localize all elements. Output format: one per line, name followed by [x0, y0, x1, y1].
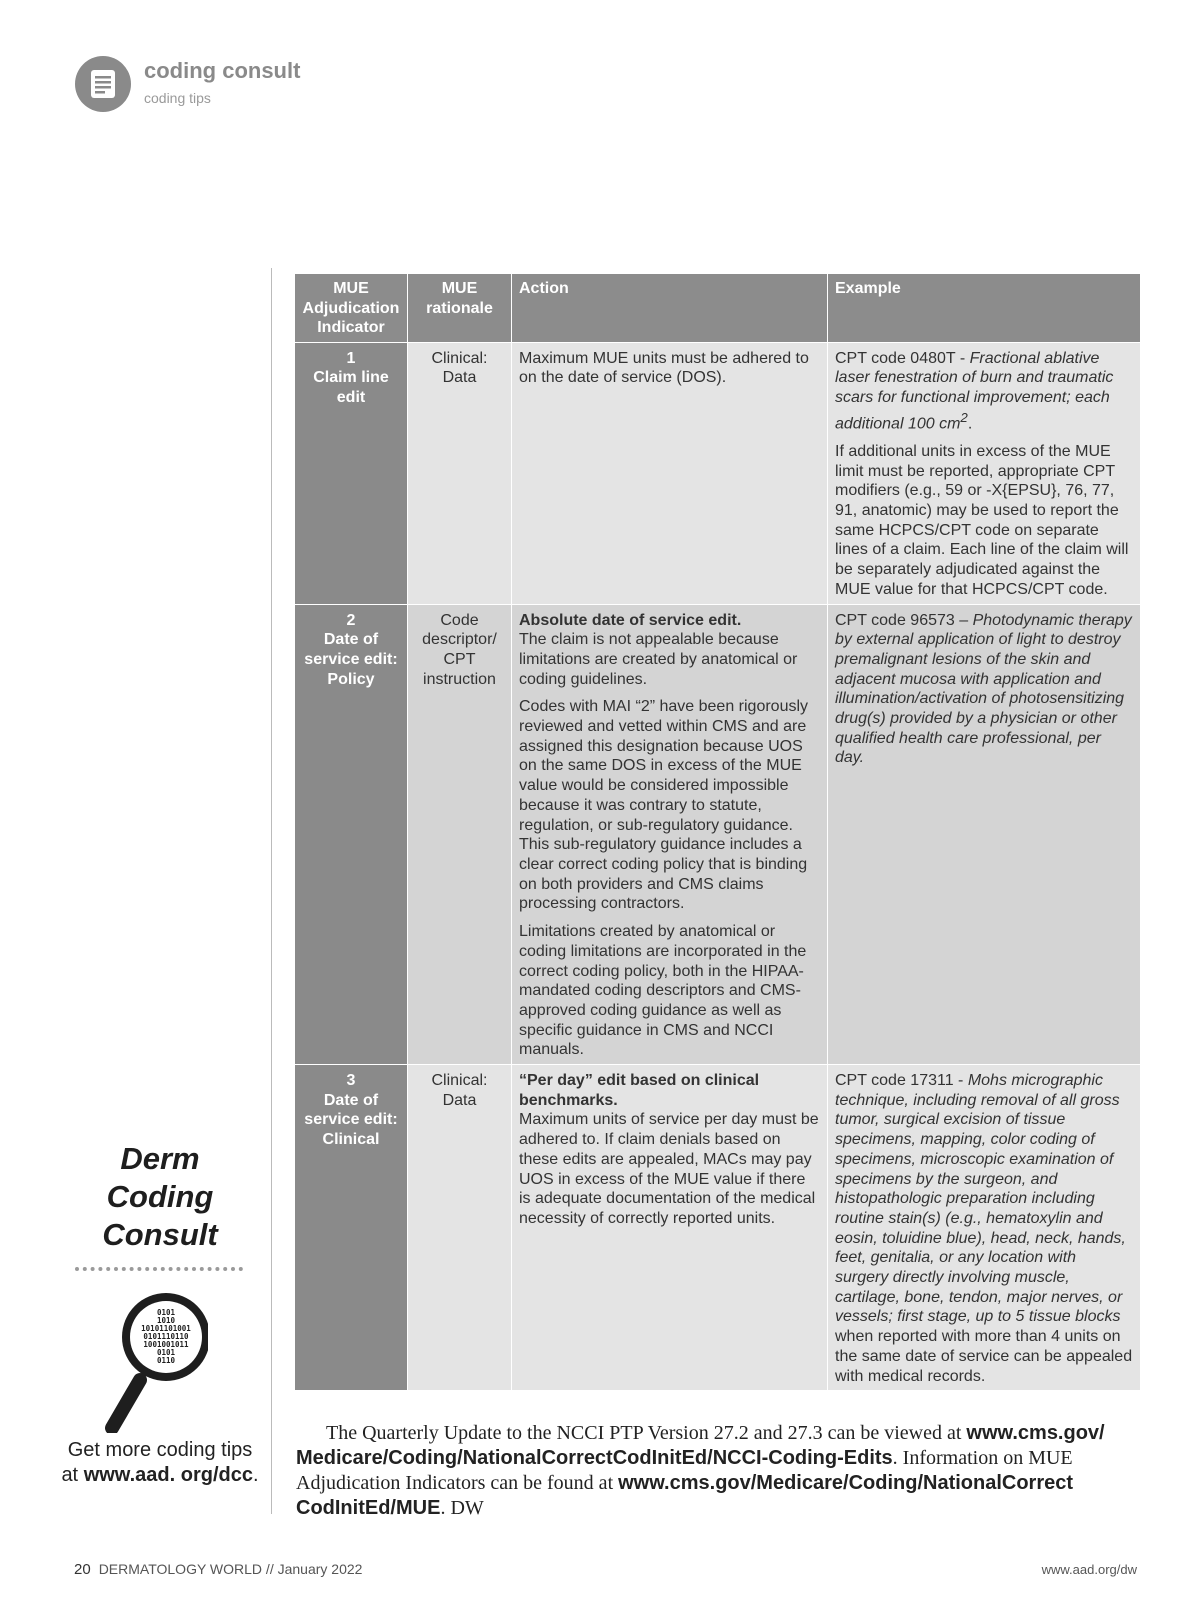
header-example: Example	[828, 274, 1141, 343]
header-indicator: MUE Adjudication Indicator	[295, 274, 408, 343]
table-row	[295, 604, 1141, 1064]
example-cell: CPT code 0480T - Fractional ablative laser fenestration of burn and traumatic scars for functional improvement; each additional 100 $cm^2$. If additional units in excess of the MUE limit must be reported, appropriate CPT modifiers (e.g., 59 or -X{EPSU}, 76, 77, 91, anatomic) may be used to report the same HCPCS/CPT code on separate lines of a claim. Each line of the claim will be separately adjudicated against the MUE value for that HCPCS/CPT code.	[828, 342, 1141, 604]
action-cell: “Per day” edit based on clinical benchmarks. Maximum units of service per day must be adhered to. If claim denials based on these edits are appealed, MACs may pay UOS in excess of the MUE value if there is adequate documentation of the medical necessity of correctly reported units.	[512, 1065, 828, 1391]
binary-line: 0101	[156, 1308, 176, 1317]
table-row	[295, 342, 1141, 604]
header-action: Action	[512, 274, 828, 343]
binary-line: 1010	[156, 1316, 176, 1325]
section-subtitle: coding tips	[144, 90, 211, 106]
indicator-cell: 3 Date of service edit: Clinical	[295, 1065, 408, 1391]
dcc-link[interactable]: www.aad. org/dcc	[83, 1464, 253, 1486]
section-title: coding consult	[144, 58, 301, 83]
footer-website[interactable]: www.aad.org/dw	[1041, 1562, 1137, 1577]
example-cell: CPT code 17311 - Mohs micrographic technique, including removal of all gross tumor, surgical excision of tissue specimens, mapping, color coding of specimens, microscopic examination of specimens by the surgeon, and histopathologic preparation including routine stain(s) (e.g., hematoxylin and eosin, toluidine blue), head, neck, hands, feet, genitalia, or any location with surgery directly involving muscle, cartilage, bone, tendon, major nerves, or vessels; first stage, up to 5 tissue blocks when reported with more than 4 units on the same date of service can be appealed with medical records.	[828, 1065, 1141, 1391]
example-cell: CPT code 96573 – Photodynamic therapy by external application of light to destroy premalignant lesions of the skin and adjacent mucosa with application and illumination/activation of photosensitizing drug(s) provided by a physician or other qualified health care professional, per day.	[828, 604, 1141, 1064]
derm-coding-consult-title: Derm Coding Consult	[102, 1141, 218, 1252]
document-icon	[75, 56, 131, 112]
binary-line: 10101101001	[141, 1324, 191, 1333]
binary-line: 1001001011	[143, 1340, 189, 1349]
mue-indicator-table	[294, 273, 1141, 1391]
page-number: 20	[74, 1561, 91, 1578]
action-cell: Maximum MUE units must be adhered to on the date of service (DOS).	[512, 342, 828, 604]
header-rationale: MUE rationale	[408, 274, 512, 343]
action-cell: Absolute date of service edit. The claim is not appealable because limitations are created by anatomical or coding guidelines. Codes with MAI “2” have been rigorously reviewed and vetted within CMS and are assigned this designation because UOS on the same DOS in excess of the MUE value would be considered impossible because it was contrary to statute, regulation, or sub-regulatory guidance. This sub-regulatory guidance includes a clear correct coding policy that is binding on both providers and CMS claims processing contractors. Limitations created by anatomical or coding limitations are incorporated in the correct coding policy, both in the HIPAA-mandated coding descriptors and CMS-approved coding guidance as well as specific guidance in CMS and NCCI manuals.	[512, 604, 828, 1064]
rationale-cell: Clinical: Data	[408, 1065, 512, 1391]
indicator-cell: 2 Date of service edit: Policy	[295, 604, 408, 1064]
rationale-cell: Code descriptor/ CPT instruction	[408, 604, 512, 1064]
dotted-divider	[75, 1267, 243, 1271]
indicator-cell: 1 Claim line edit	[295, 342, 408, 604]
table-row	[295, 1065, 1141, 1391]
binary-line: 0101	[156, 1348, 176, 1357]
footer-publication: 20 DERMATOLOGY WORLD // January 2022	[74, 1561, 363, 1578]
magnifier-binary-icon	[98, 1288, 208, 1433]
rationale-cell: Clinical: Data	[408, 342, 512, 604]
coding-tips-promo: Get more coding tips at www.aad. org/dcc.	[61, 1439, 259, 1486]
ncci-update-note: The Quarterly Update to the NCCI PTP Version 27.2 and 27.3 can be viewed at www.cms.gov/ Medicare/Coding/NationalCorrectCodInitEd/NCCI-Coding-Edits. Information on MUE Adjudication Indicators can be found at www.cms.gov/Medicare/Coding/NationalCorrect CodInitEd/MUE. DW	[296, 1422, 1105, 1519]
binary-line: 0110	[156, 1356, 176, 1365]
table-header-row	[295, 274, 1141, 343]
ncci-edits-link[interactable]: www.cms.gov/ Medicare/Coding/NationalCorrectCodInitEd/NCCI-Coding-Edits	[296, 1422, 1105, 1469]
binary-line: 0101110110	[143, 1332, 189, 1341]
column-divider	[271, 268, 272, 1514]
mue-link[interactable]: www.cms.gov/Medicare/Coding/NationalCorrect CodInitEd/MUE	[296, 1472, 1074, 1519]
